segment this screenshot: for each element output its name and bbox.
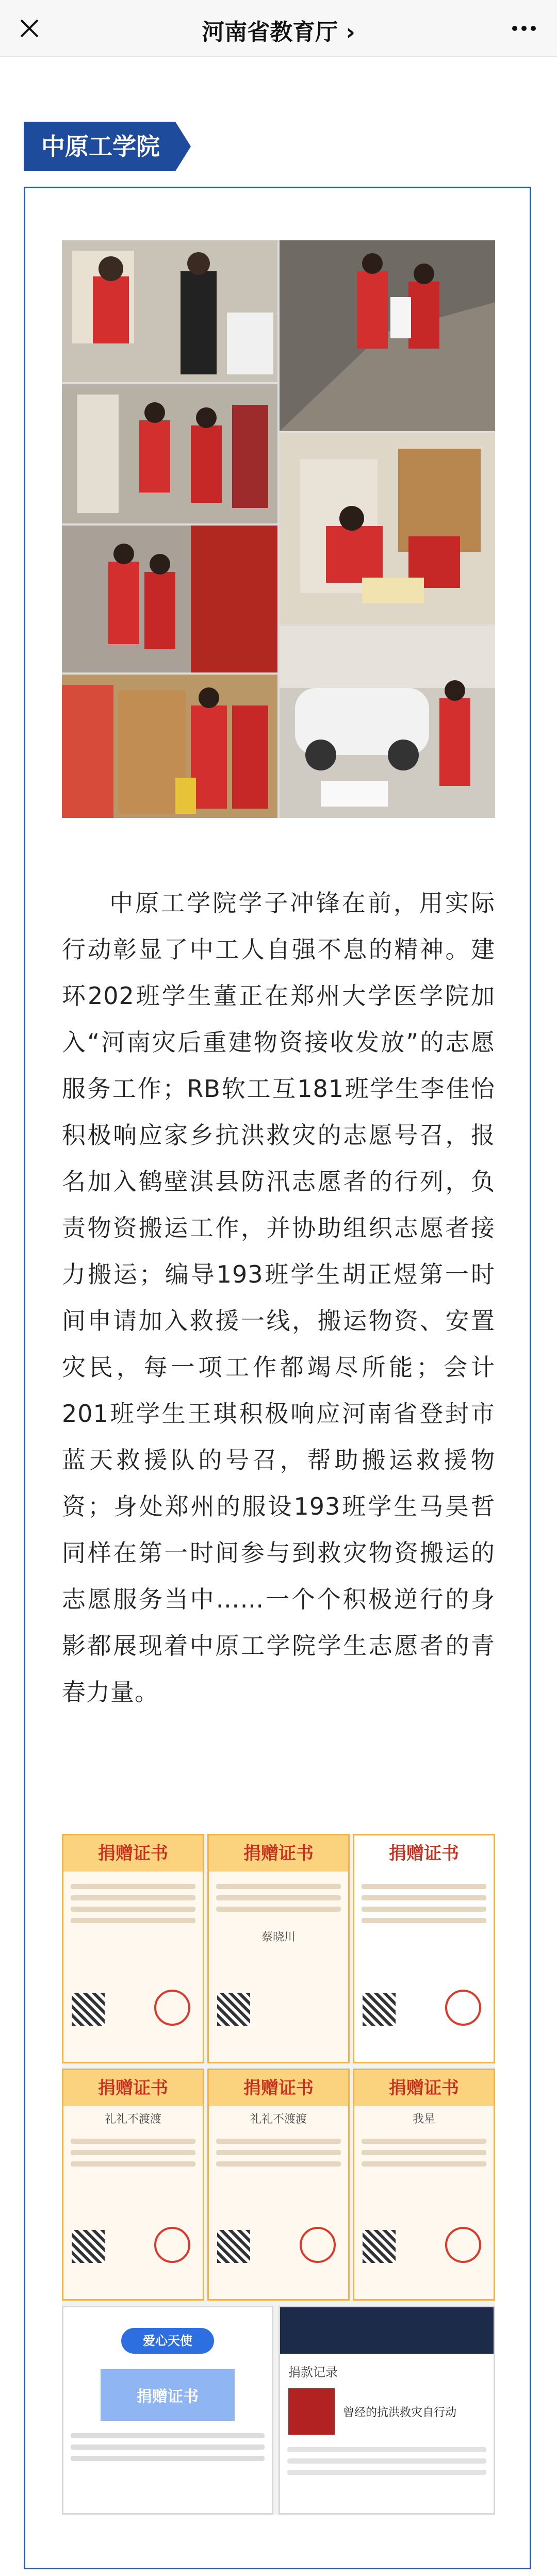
record-header: 捐款记录 xyxy=(288,2365,338,2380)
collage-photo-4 xyxy=(280,433,495,624)
account-name: 河南省教育厅 xyxy=(202,19,338,45)
collage-photo-7 xyxy=(62,675,277,818)
certificate-title: 捐赠证书 xyxy=(354,2070,494,2106)
certificate-card xyxy=(62,2306,273,2515)
chevron-right-icon: › xyxy=(346,19,355,45)
qr-code xyxy=(72,1993,105,2026)
certificate-title: 捐赠证书 xyxy=(209,1835,348,1872)
badge: 爱心天使 xyxy=(121,2328,214,2354)
photo-collage[interactable] xyxy=(62,240,495,818)
collage-photo-5 xyxy=(62,526,277,672)
certificate-title: 捐赠证书 xyxy=(354,1835,494,1872)
section-label xyxy=(24,122,191,171)
article-paragraph: 中原工学院学子冲锋在前，用实际行动彰显了中工人自强不息的精神。建环202班学生董正在郑州大学医学院加入“河南灾后重建物资接收发放”的志愿服务工作；RB软工互181班学生李佳怡积极响应家乡抗洪救灾的志愿号召，报名加入鹤壁淇县防汛志愿者的行列，负责物资搬运工作，并协助组织志愿者接力搬运；编导193班学生胡正煜第一时间申请加入救援一线，搬运物资、安置灾民，每一项工作都竭尽所能；会计201班学生王琪积极响应河南省登封市蓝天救援队的号召，帮助搬运救援物资；身处郑州的服设193班学生马昊哲同样在第一时间参与到救灾物资搬运的志愿服务当中……一个个积极逆行的身影都展现着中原工学院学生志愿者的青春力量。 xyxy=(62,889,495,1706)
qr-code xyxy=(217,1993,250,2026)
more-button[interactable] xyxy=(509,14,539,42)
qr-code xyxy=(363,1993,396,2026)
seal-stamp xyxy=(300,2227,336,2263)
section-label-text: 中原工学院 xyxy=(24,122,175,171)
certificate-title: 捐赠证书 xyxy=(101,2369,235,2421)
donor-name: 蔡晓川 xyxy=(261,1931,296,1944)
seal-stamp xyxy=(445,2227,481,2263)
record-item: 曾经的抗洪救灾自行动 xyxy=(343,2406,457,2419)
certificate-card xyxy=(62,2069,204,2301)
donor-name: 我星 xyxy=(412,2113,435,2126)
certificate-title: 捐赠证书 xyxy=(63,1835,203,1872)
donor-name: 礼礼不渡渡 xyxy=(250,2113,307,2126)
seal-stamp xyxy=(445,1990,481,2026)
certificate-title: 捐赠证书 xyxy=(63,2070,203,2106)
certificate-collage[interactable] xyxy=(62,1834,495,2515)
collage-photo-2 xyxy=(280,240,495,431)
qr-code xyxy=(217,2230,250,2263)
certificate-card xyxy=(207,2069,350,2301)
qr-code xyxy=(72,2230,105,2263)
account-title[interactable] xyxy=(0,13,557,46)
donation-record-card xyxy=(278,2306,495,2515)
donor-name: 礼礼不渡渡 xyxy=(104,2113,161,2126)
collage-photo-6 xyxy=(280,626,495,818)
seal-stamp xyxy=(154,2227,190,2263)
collage-photo-3 xyxy=(62,384,277,523)
certificate-title: 捐赠证书 xyxy=(209,2070,348,2106)
certificate-card xyxy=(353,2069,495,2301)
certificate-card xyxy=(207,1834,350,2063)
more-dots-icon xyxy=(511,25,537,32)
top-nav-bar xyxy=(0,0,557,57)
collage-photo-1 xyxy=(62,240,277,382)
section-label-arrow xyxy=(175,122,191,171)
certificate-card xyxy=(62,1834,204,2063)
certificate-card xyxy=(353,1834,495,2063)
qr-code xyxy=(363,2230,396,2263)
seal-stamp xyxy=(154,1990,190,2026)
record-thumbnail xyxy=(288,2388,335,2435)
